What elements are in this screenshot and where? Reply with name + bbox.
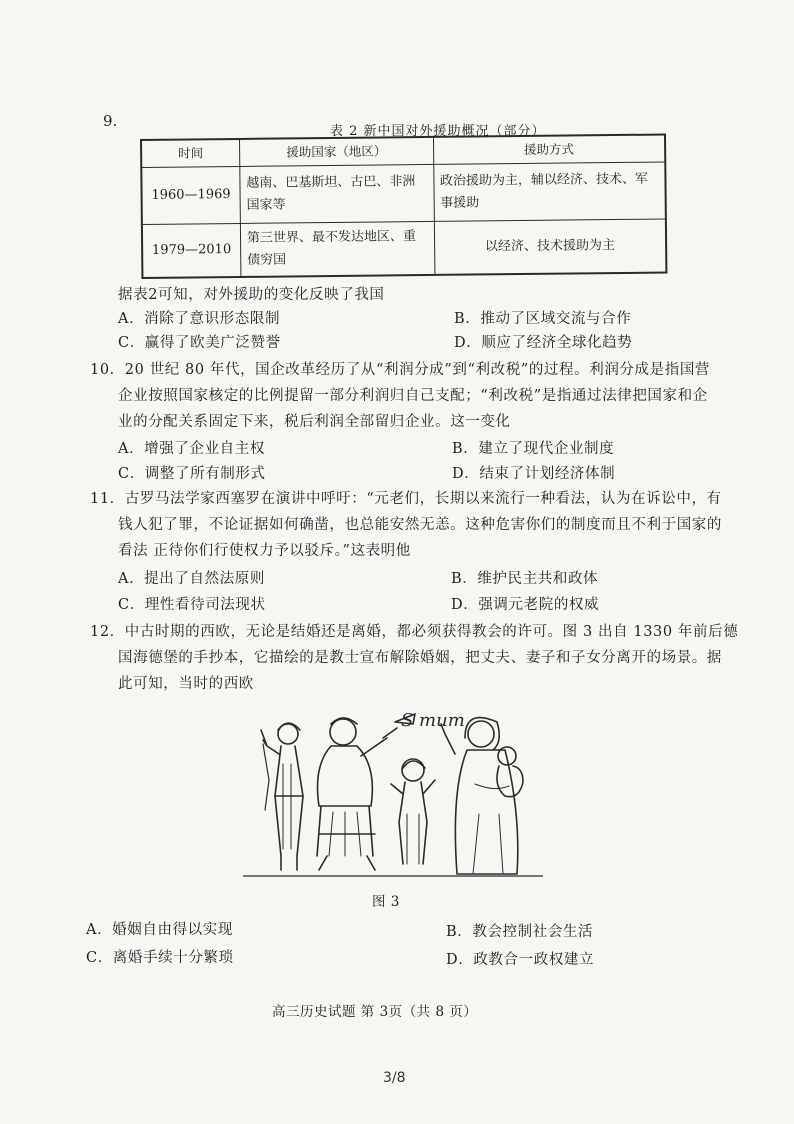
table-header-method: 援助方式 [433, 135, 665, 165]
husband-figure [261, 723, 303, 870]
figure-caption: 图 3 [372, 894, 400, 910]
q9-option-c[interactable]: C．赢得了欧美广泛赞誉 [118, 335, 281, 351]
table-header-period: 时间 [141, 139, 240, 168]
q10-option-c[interactable]: C．调整了所有制形式 [118, 466, 266, 482]
manuscript-inscription: S mum [401, 710, 465, 731]
q11-option-c[interactable]: C．理性看待司法现状 [118, 597, 266, 613]
q10-line-1: 10．20 世纪 80 年代，国企改革经历了从“利润分成”到“利改税”的过程。利润分成是指国营 [90, 362, 711, 378]
page-footer: 高三历史试题 第 3页（共 8 页） [272, 1004, 478, 1020]
q12-line-3: 此可知，当时的西欧 [118, 676, 254, 692]
q11-line-1: 11．古罗马法学家西塞罗在演讲中呼吁：“元老们，长期以来流行一种看法，认为在诉讼中，有 [90, 491, 722, 507]
q12-option-b[interactable]: B．教会控制社会生活 [446, 924, 594, 940]
q11-line-3: 看法 正待你们行使权力予以驳斥。”这表明他 [118, 543, 411, 559]
q10-option-d[interactable]: D．结束了计划经济体制 [452, 466, 616, 482]
manuscript-illustration [243, 704, 543, 880]
q11-option-b[interactable]: B．维护民主共和政体 [451, 571, 599, 587]
table-cell-period: 1960—1969 [141, 166, 240, 224]
q9-stem: 据表2可知，对外援助的变化反映了我国 [118, 287, 385, 303]
table-header-countries: 援助国家（地区） [239, 137, 433, 167]
table-cell-period: 1979—2010 [142, 223, 241, 278]
q12-option-c[interactable]: C．离婚手续十分繁琐 [86, 950, 234, 966]
q11-line-2: 钱人犯了罪，不论证据如何确凿，也总能安然无恙。这种危害你们的制度而且不利于国家的 [118, 517, 722, 533]
mother-figure [441, 718, 523, 874]
q12-line-1: 12．中古时期的西欧，无论是结婚还是离婚，都必须获得教会的许可。图 3 出自 1330 年前后德 [90, 624, 739, 640]
q9-option-b[interactable]: B．推动了区域交流与合作 [454, 311, 632, 327]
q9-option-a[interactable]: A．消除了意识形态限制 [118, 311, 281, 327]
q11-option-a[interactable]: A．提出了自然法原则 [118, 571, 265, 587]
q9-option-d[interactable]: D．顺应了经济全球化趋势 [454, 335, 633, 351]
table-cell-method: 政治援助为主，辅以经济、技术、军事援助 [433, 162, 666, 221]
aid-table [140, 133, 667, 279]
q12-option-a[interactable]: A．婚姻自由得以实现 [86, 922, 233, 938]
child-figure [391, 759, 435, 864]
q10-line-3: 业的分配关系固定下来，税后利润全部留归企业。这一变化 [118, 414, 511, 430]
table-caption: 表 2 新中国对外援助概况（部分） [330, 124, 546, 139]
q10-option-a[interactable]: A．增强了企业自主权 [118, 441, 265, 457]
q9-number: 9. [103, 112, 118, 130]
table-cell-countries: 第三世界、最不发达地区、重债穷国 [240, 221, 434, 277]
q10-option-b[interactable]: B．建立了现代企业制度 [452, 441, 615, 457]
q12-line-2: 国海德堡的手抄本，它描绘的是教士宣布解除婚姻，把丈夫、妻子和子女分离开的场景。据 [118, 650, 722, 666]
q11-option-d[interactable]: D．强调元老院的权威 [451, 597, 600, 613]
q10-line-2: 企业按照国家核定的比例提留一部分利润归自己支配；“利改税”是指通过法律把国家和企 [118, 388, 708, 404]
table-row [141, 162, 666, 224]
table-row [142, 219, 667, 278]
page-indicator: 3/8 [383, 1070, 406, 1086]
q12-option-d[interactable]: D．政教合一政权建立 [446, 952, 595, 968]
table-cell-countries: 越南、巴基斯坦、古巴、非洲国家等 [240, 164, 434, 223]
table-cell-method: 以经济、技术援助为主 [434, 219, 666, 275]
